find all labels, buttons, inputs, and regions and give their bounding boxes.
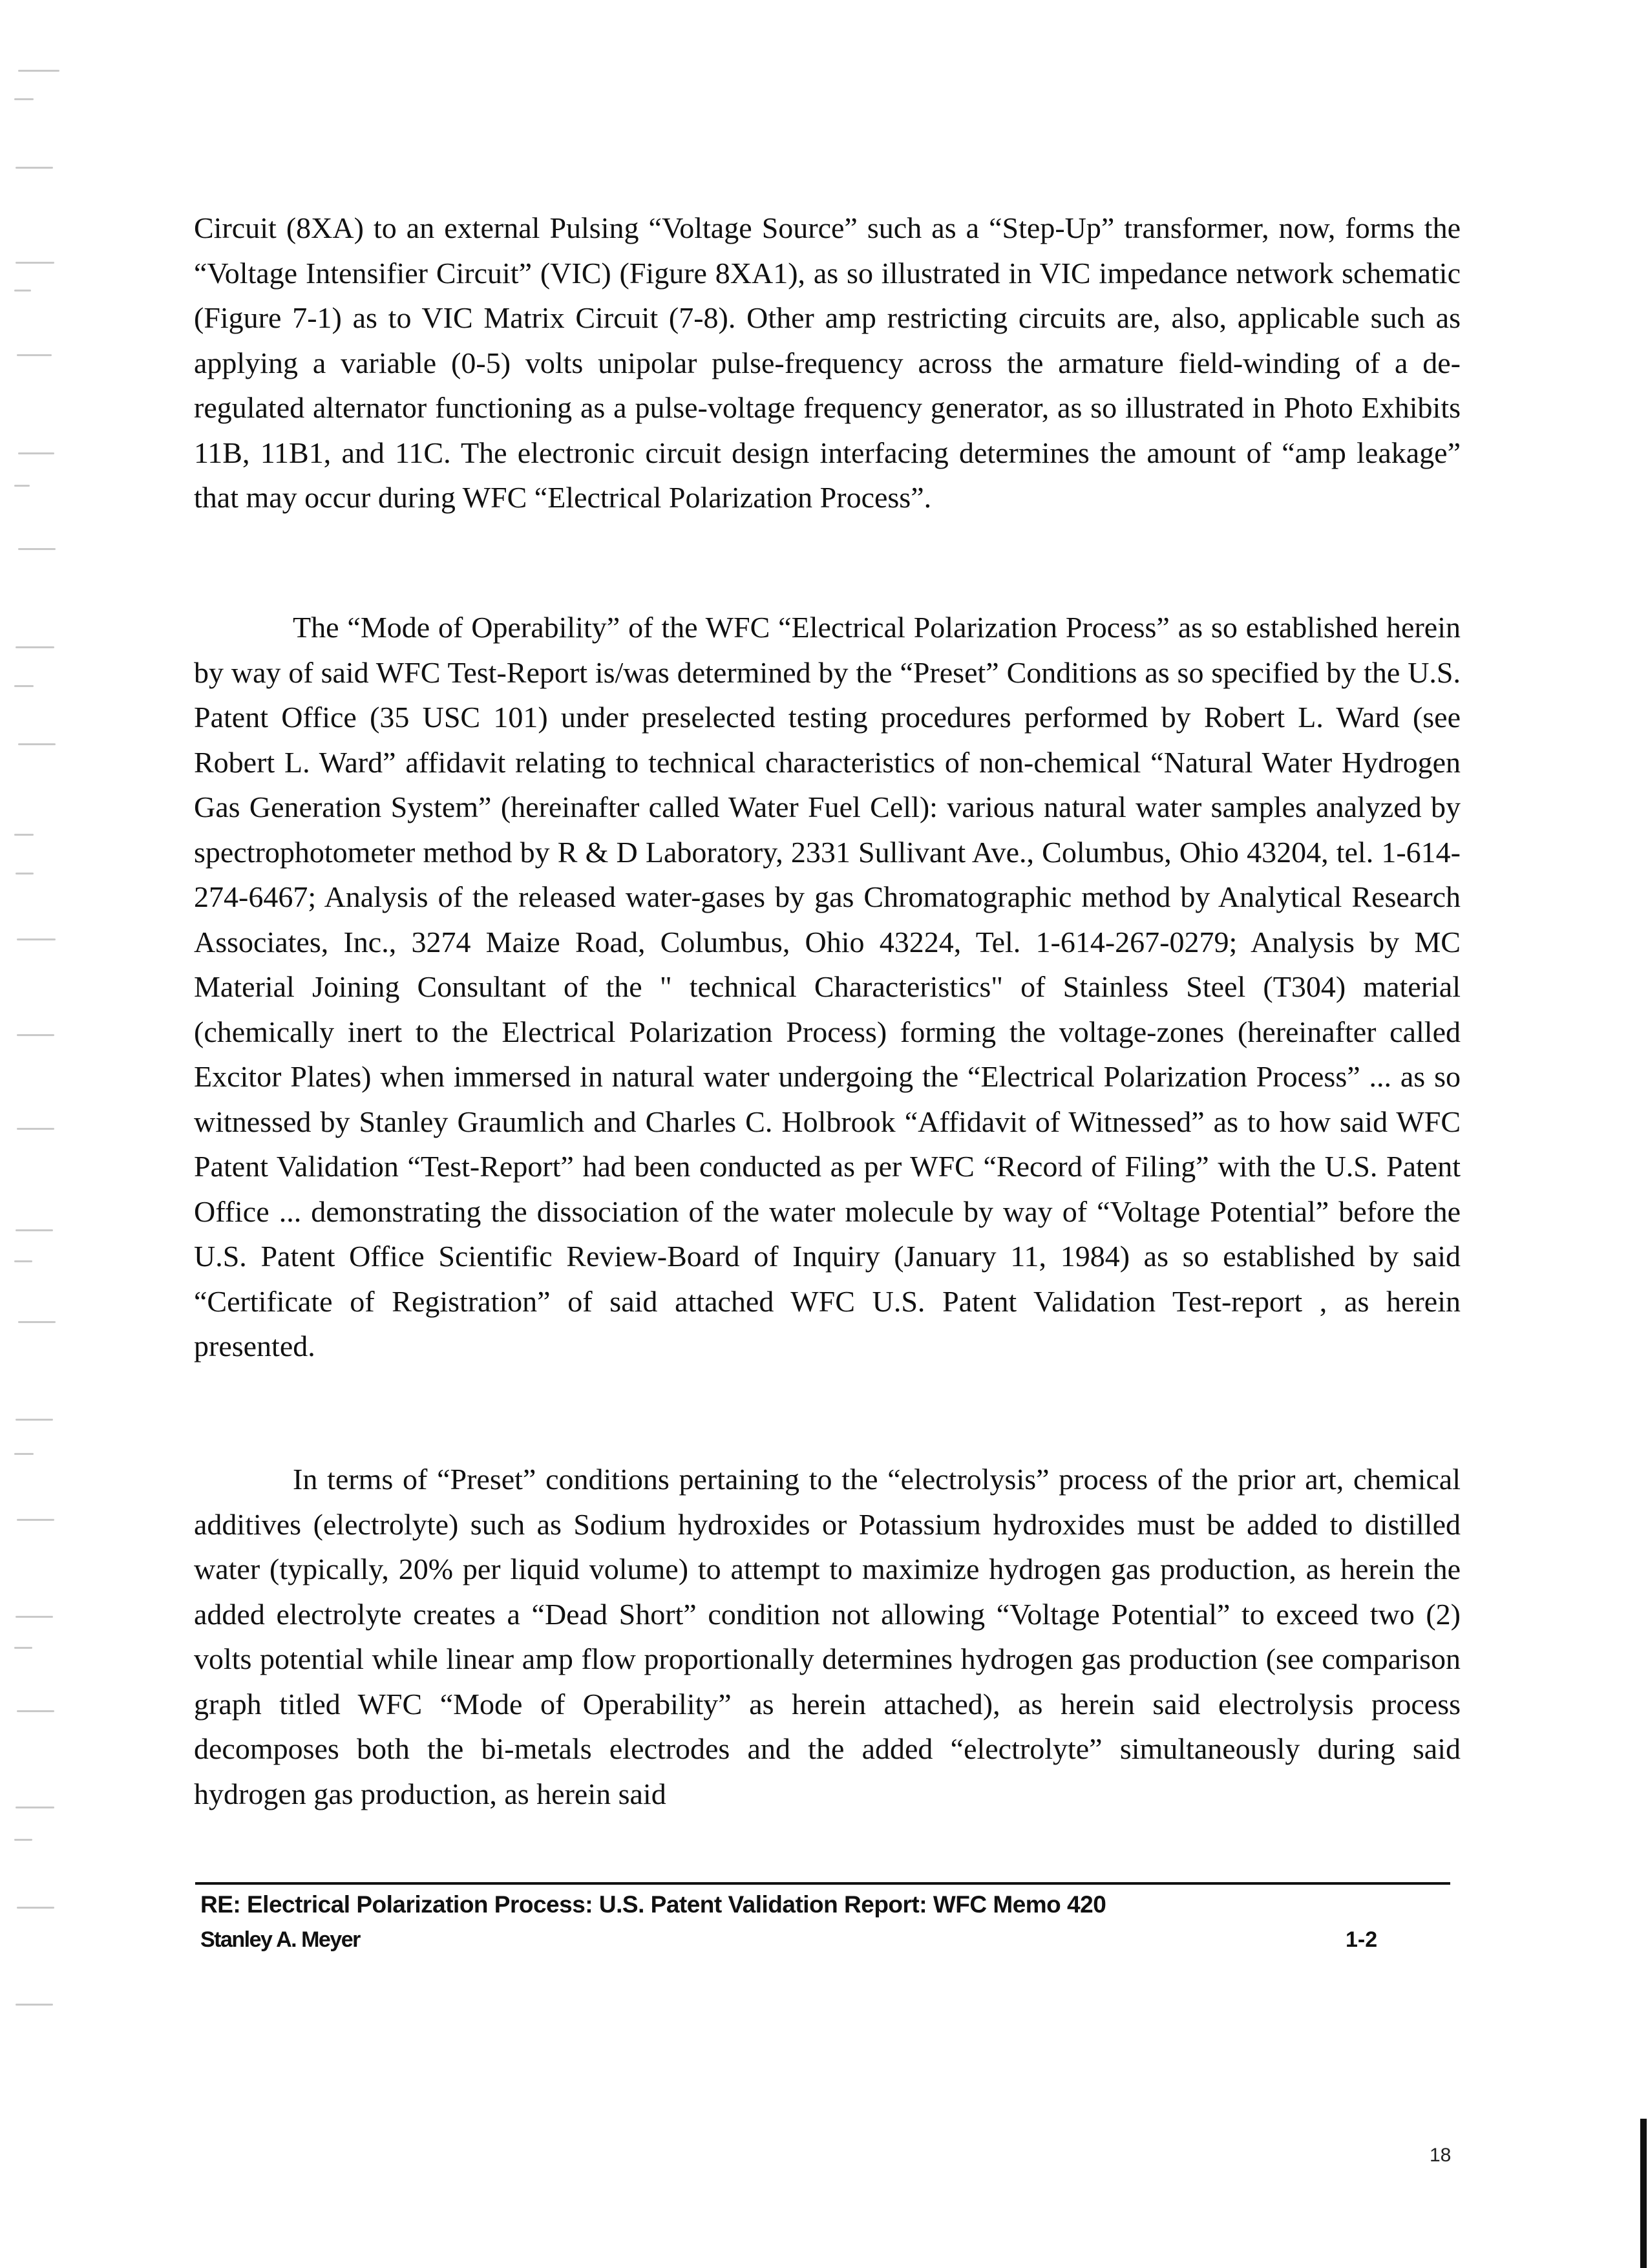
scan-edge-bar (1640, 2119, 1647, 2268)
footer-title: RE: Electrical Polarization Process: U.S. Patent Validation Report: WFC Memo 420 (200, 1891, 1106, 1918)
footer-page-code: 1-2 (1346, 1927, 1378, 1952)
paragraph-2: The “Mode of Operability” of the WFC “Electrical Polarization Process” as so established herein by way of said WFC Test-Report is/was determined by the “Preset” Conditions as so specified by the U.S. Patent Office (35 USC 101) under preselected testing procedures performed by Robert L. Ward (see Robert L. Ward” affidavit relating to technical characteristics of non-chemical “Natural Water Hydrogen Gas Generation System” (hereinafter called Water Fuel Cell): various natural water samples analyzed by spectrophotometer method by R & D Laboratory, 2331 Sullivant Ave., Columbus, Ohio 43204, tel. 1-614-274-6467; Analysis of the released water-gases by gas Chromatographic method by Analytical Research Associates, Inc., 3274 Maize Road, Columbus, Ohio 43224, Tel. 1-614-267-0279; Analysis by MC Material Joining Consultant of the " technical Characteristics" of Stainless Steel (T304) material (chemically inert to the Electrical Polarization Process) forming the voltage-zones (hereinafter called Excitor Plates) when immersed in natural water undergoing the “Electrical Polarization Process” ... as so witnessed by Stanley Graumlich and Charles C. Holbrook “Affidavit of Witnessed” as to how said WFC Patent Validation “Test-Report” had been conducted as per WFC “Record of Filing” with the U.S. Patent Office ... demonstrating the dissociation of the water molecule by way of “Voltage Potential” before the U.S. Patent Office Scientific Review-Board of Inquiry (January 11, 1984) as so established by said “Certificate of Registration” of said attached WFC U.S. Patent Validation Test-report , as herein presented. (194, 611, 1461, 1362)
footer-author: Stanley A. Meyer (200, 1927, 360, 1952)
paragraph-1: Circuit (8XA) to an external Pulsing “Voltage Source” such as a “Step-Up” transformer, now, forms the “Voltage Intensifier Circuit” (VIC) (Figure 8XA1), as so illustrated in VIC impedance network schematic (Figure 7-1) as to VIC Matrix Circuit (7-8). Other amp restricting circuits are, also, applicable such as applying a variable (0-5) volts unipolar pulse-frequency across the armature field-winding of a de-regulated alternator functioning as a pulse-voltage frequency generator, as so illustrated in Photo Exhibits 11B, 11B1, and 11C. The electronic circuit design interfacing determines the amount of “amp leakage” that may occur during WFC “Electrical Polarization Process”. (194, 211, 1461, 514)
binding-edge-marks (0, 0, 78, 2268)
page-number: 18 (1430, 2145, 1452, 2166)
footer-divider (195, 1882, 1450, 1885)
paragraph-3: In terms of “Preset” conditions pertaining to the “electrolysis” process of the prior art, chemical additives (electrolyte) such as Sodium hydroxides or Potassium hydroxides must be added to distilled water (typically, 20% per liquid volume) to attempt to maximize hydrogen gas production, as herein the added electrolyte creates a “Dead Short” condition not allowing “Voltage Potential” to exceed two (2) volts potential while linear amp flow proportionally determines hydrogen gas production (see comparison graph titled WFC “Mode of Operability” as herein attached), as herein said electrolysis process decomposes both the bi-metals electrodes and the added “electrolyte” simultaneously during said hydrogen gas production, as herein said (194, 1463, 1461, 1810)
